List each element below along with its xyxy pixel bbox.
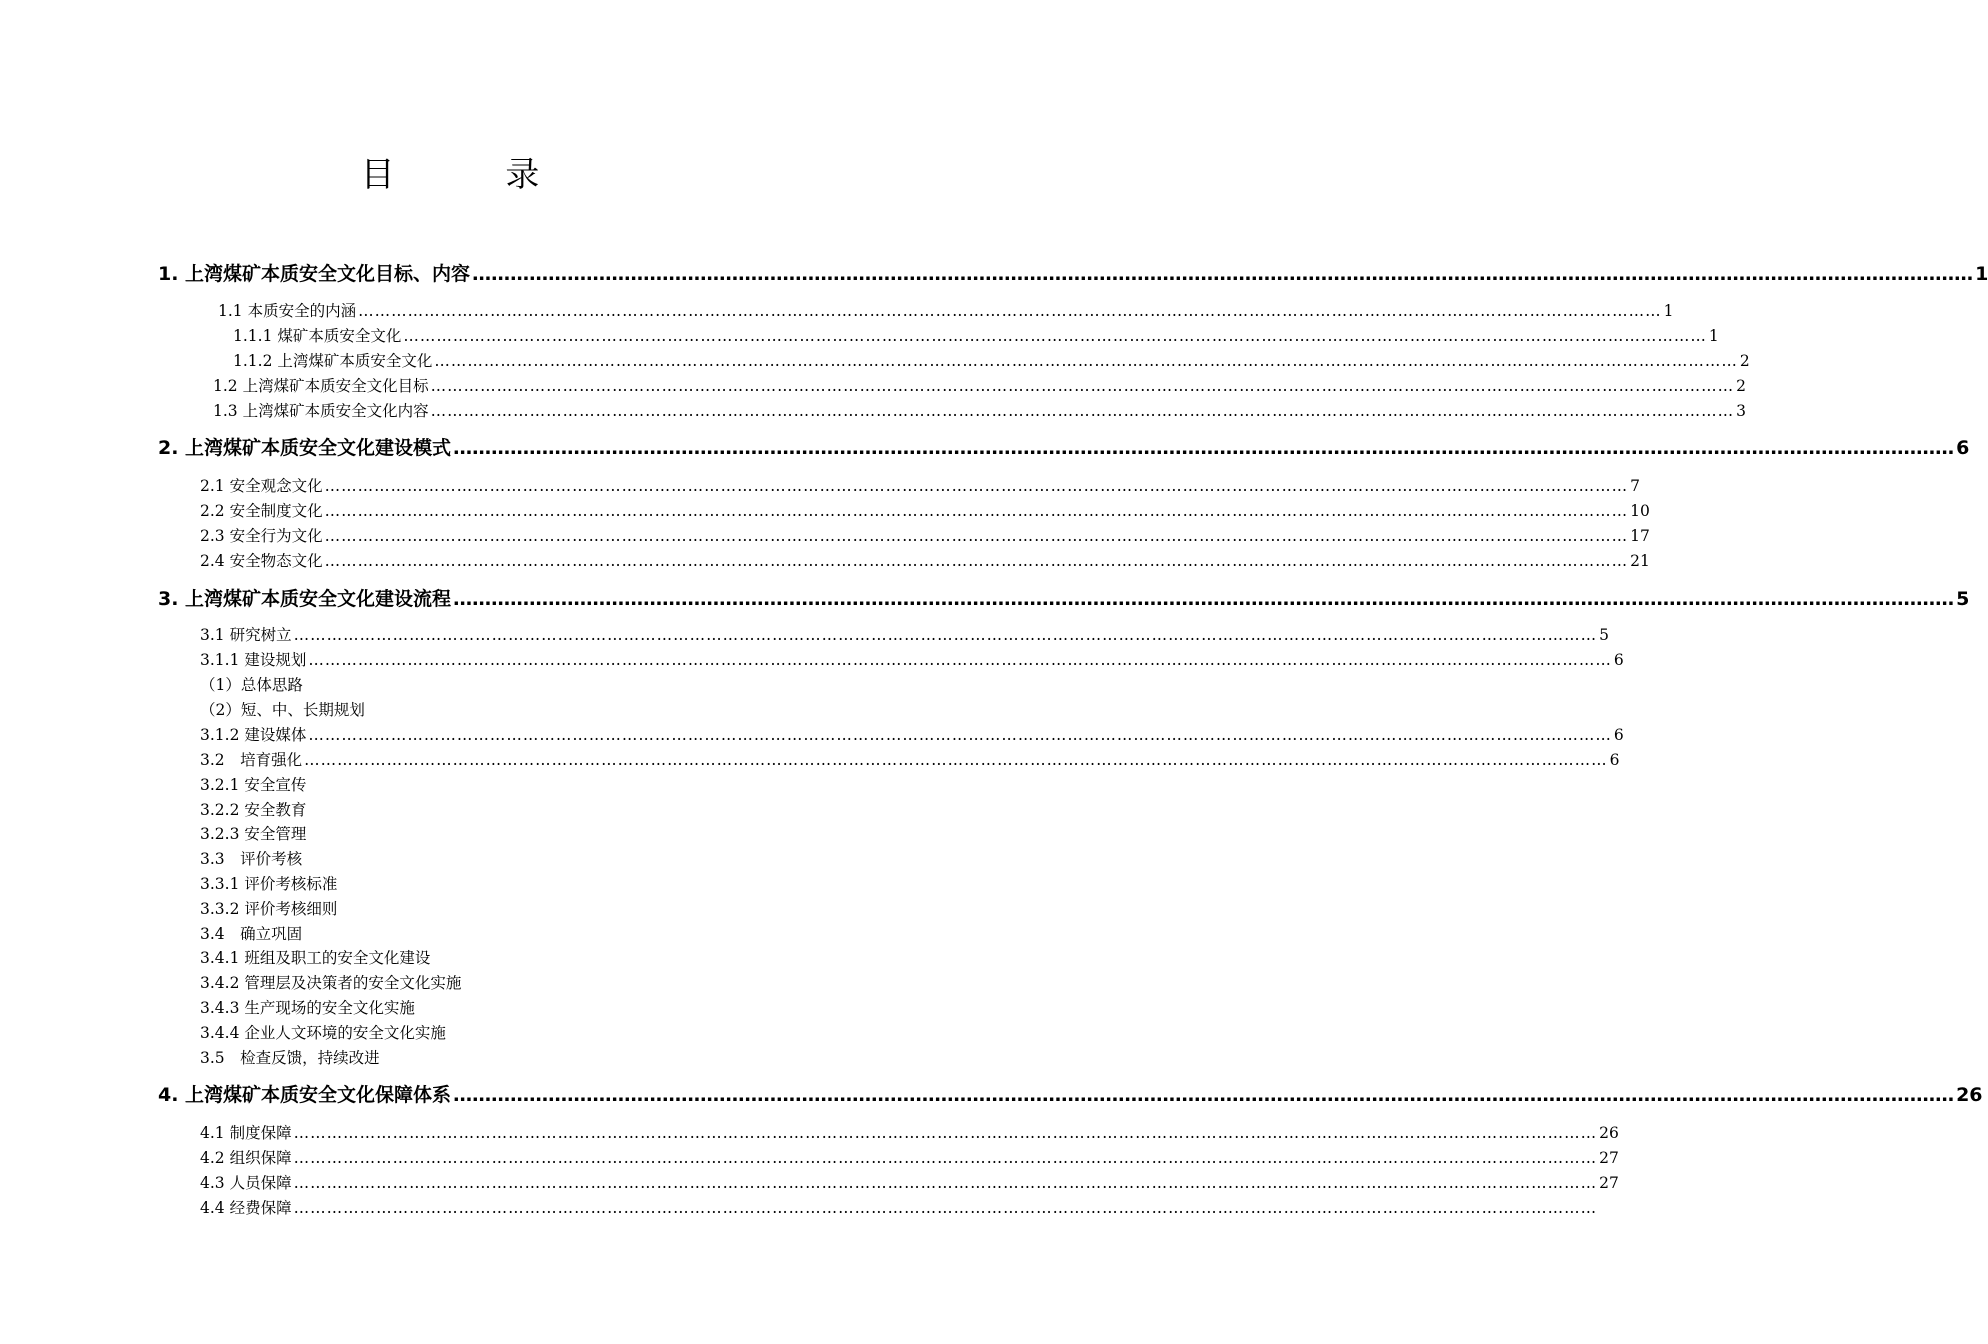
toc-entry-label: 2.4 安全物态文化 (200, 552, 323, 570)
toc-entry-label: 2.1 安全观念文化 (200, 477, 323, 495)
toc-entry-label: 3.5 检查反馈，持续改进 (200, 1049, 380, 1067)
toc-entry-3-2-3[interactable] (200, 822, 306, 846)
toc-entry-3-3[interactable] (200, 847, 302, 871)
toc-entry-label: 3.3.2 评价考核细则 (200, 900, 338, 918)
toc-entry-2[interactable] (158, 436, 1970, 460)
toc-leader-dots: ………………………………………………………………………………………………………………………………………………………………………………………………………………… (293, 1124, 1598, 1142)
toc-page-number: 6 (1609, 751, 1620, 769)
toc-page-number: 26 (1956, 1084, 1983, 1106)
toc-page-number: 1 (1663, 302, 1674, 320)
toc-entry-3-4-1[interactable] (200, 946, 430, 970)
toc-entry-label: 3.1 研究树立 (200, 626, 292, 644)
toc-entry-label: 3.4 确立巩固 (200, 925, 303, 943)
toc-entry-3[interactable] (158, 587, 1970, 611)
toc-entry-3-3-1[interactable] (200, 872, 337, 896)
toc-leader-dots: ………………………………………………………………………………………………………………………………………………………………………………………………………………… (293, 626, 1598, 644)
toc-entry-4-1[interactable] (200, 1121, 1619, 1145)
toc-entry-label: 4.4 经费保障 (200, 1199, 292, 1217)
toc-entry-1-3[interactable] (213, 399, 1746, 423)
toc-entry-label: 3. 上湾煤矿本质安全文化建设流程 (158, 588, 452, 610)
toc-page-number: 27 (1599, 1174, 1619, 1192)
toc-entry-label: 2.2 安全制度文化 (200, 502, 323, 520)
toc-entry-3-5[interactable] (200, 1046, 380, 1070)
toc-entry-label: 3.1.2 建设媒体 (200, 726, 307, 744)
toc-entry-3-4-4[interactable] (200, 1021, 446, 1045)
toc-entry-1-1-2[interactable] (233, 349, 1750, 373)
toc-entry-3-4[interactable] (200, 922, 302, 946)
page-title: 目 录 (360, 155, 590, 195)
toc-entry-3-2[interactable] (200, 748, 1620, 772)
toc-entry-label: 1.1.2 上湾煤矿本质安全文化 (233, 352, 433, 370)
toc-entry-label: 3.3 评价考核 (200, 850, 303, 868)
toc-entry-3-1-1[interactable] (200, 648, 1624, 672)
toc-entry-3-2-2[interactable] (200, 798, 306, 822)
toc-entry-3-1-2[interactable] (200, 723, 1624, 747)
toc-entry-1[interactable] (158, 262, 1988, 286)
toc-entry-label: 3.2 培育强化 (200, 751, 303, 769)
toc-leader-dots: ………………………………………………………………………………………………………………………………………………………………………………………………………………… (324, 502, 1629, 520)
toc-leader-dots: ………………………………………………………………………………………………………………………………………………………………………………………………………………… (472, 263, 1974, 285)
toc-page-number: 6 (1613, 726, 1624, 744)
toc-entry-1-1[interactable] (218, 299, 1674, 323)
toc-entry-label: 1.1 本质安全的内涵 (218, 302, 357, 320)
toc-leader-dots: ………………………………………………………………………………………………………………………………………………………………………………………………………………… (358, 302, 1662, 320)
toc-page-number: 1 (1975, 263, 1988, 285)
toc-entry-label: 3.4.3 生产现场的安全文化实施 (200, 999, 415, 1017)
toc-entry-3-3-2[interactable] (200, 897, 337, 921)
toc-leader-dots: ………………………………………………………………………………………………………………………………………………………………………………………………………………… (308, 651, 1612, 669)
toc-leader-dots: ………………………………………………………………………………………………………………………………………………………………………………………………………………… (308, 726, 1612, 744)
toc-entry-label: 4.2 组织保障 (200, 1149, 292, 1167)
toc-entry-label: （1）总体思路 (200, 676, 303, 694)
toc-entry-label: 3.4.4 企业人文环境的安全文化实施 (200, 1024, 446, 1042)
toc-leader-dots: ………………………………………………………………………………………………………………………………………………………………………………………………………………… (430, 377, 1735, 395)
toc-leader-dots: ………………………………………………………………………………………………………………………………………………………………………………………………………………… (403, 327, 1707, 345)
toc-entry-label: 1.1.1 煤矿本质安全文化 (233, 327, 402, 345)
toc-entry-label: 3.2.2 安全教育 (200, 801, 307, 819)
toc-leader-dots: ………………………………………………………………………………………………………………………………………………………………………………………………………………… (453, 1084, 1955, 1106)
toc-entry-label: 2. 上湾煤矿本质安全文化建设模式 (158, 437, 452, 459)
toc-leader-dots: ………………………………………………………………………………………………………………………………………………………………………………………………………………… (430, 402, 1735, 420)
toc-page-number: 27 (1599, 1149, 1619, 1167)
toc-page-number: 5 (1599, 626, 1609, 644)
toc-page-number: 26 (1599, 1124, 1619, 1142)
toc-leader-dots: ………………………………………………………………………………………………………………………………………………………………………………………………………………… (324, 552, 1629, 570)
toc-entry-1-2[interactable] (213, 374, 1746, 398)
toc-entry-1-1-1[interactable] (233, 324, 1719, 348)
toc-entry-label: 1.3 上湾煤矿本质安全文化内容 (213, 402, 429, 420)
toc-entry-label: 4. 上湾煤矿本质安全文化保障体系 (158, 1084, 452, 1106)
toc-entry-2-2[interactable] (200, 499, 1650, 523)
toc-entry-2-1[interactable] (200, 474, 1640, 498)
toc-entry-label: 3.4.2 管理层及决策者的安全文化实施 (200, 974, 462, 992)
toc-page-number: 3 (1736, 402, 1746, 420)
toc-entry-label: 3.4.1 班组及职工的安全文化建设 (200, 949, 431, 967)
toc-page-number: 2 (1739, 352, 1750, 370)
toc-entry-label: 1. 上湾煤矿本质安全文化目标、内容 (158, 263, 471, 285)
toc-leader-dots: ………………………………………………………………………………………………………………………………………………………………………………………………………………… (434, 352, 1738, 370)
toc-entry-label: 2.3 安全行为文化 (200, 527, 323, 545)
toc-entry-label: 3.2.1 安全宣传 (200, 776, 307, 794)
toc-entry-label: 3.1.1 建设规划 (200, 651, 307, 669)
toc-entry-3-4-3[interactable] (200, 996, 415, 1020)
toc-leader-dots: ………………………………………………………………………………………………………………………………………………………………………………………………………………… (304, 751, 1608, 769)
toc-entry-label: 1.2 上湾煤矿本质安全文化目标 (213, 377, 429, 395)
toc-leader-dots: ………………………………………………………………………………………………………………………………………………………………………………………………………………… (293, 1149, 1598, 1167)
toc-leader-dots: ………………………………………………………………………………………………………………………………………………………………………………………………………………… (293, 1199, 1598, 1217)
toc-entry-4[interactable] (158, 1083, 1983, 1107)
toc-entry-label: （2）短、中、长期规划 (200, 701, 365, 719)
toc-leader-dots: ………………………………………………………………………………………………………………………………………………………………………………………………………………… (293, 1174, 1598, 1192)
toc-entry-label: 4.3 人员保障 (200, 1174, 292, 1192)
toc-entry-2-3[interactable] (200, 524, 1650, 548)
toc-leader-dots: ………………………………………………………………………………………………………………………………………………………………………………………………………………… (453, 588, 1955, 610)
toc-page-number: 7 (1630, 477, 1640, 495)
toc-page-number: 6 (1613, 651, 1624, 669)
toc-entry-label: 3.2.3 安全管理 (200, 825, 307, 843)
toc-entry-3-2-1[interactable] (200, 773, 306, 797)
toc-entry-4-3[interactable] (200, 1171, 1619, 1195)
toc-page-number: 21 (1630, 552, 1650, 570)
toc-entry-3-1-1-a[interactable] (200, 673, 303, 697)
toc-entry-3-4-2[interactable] (200, 971, 461, 995)
toc-page-number: 5 (1956, 588, 1970, 610)
toc-entry-label: 4.1 制度保障 (200, 1124, 292, 1142)
toc-entry-3-1[interactable] (200, 623, 1609, 647)
toc-entry-4-2[interactable] (200, 1146, 1619, 1170)
toc-leader-dots: ………………………………………………………………………………………………………………………………………………………………………………………………………………… (324, 477, 1629, 495)
toc-page-number: 6 (1956, 437, 1970, 459)
toc-page-number: 2 (1736, 377, 1746, 395)
toc-page-number: 17 (1630, 527, 1650, 545)
toc-page-number: 10 (1630, 502, 1650, 520)
toc-page-number: 1 (1708, 327, 1719, 345)
toc-entry-3-1-1-b[interactable] (200, 698, 365, 722)
toc-entry-4-4[interactable] (200, 1196, 1598, 1220)
toc-entry-2-4[interactable] (200, 549, 1650, 573)
toc-leader-dots: ………………………………………………………………………………………………………………………………………………………………………………………………………………… (324, 527, 1629, 545)
toc-entry-label: 3.3.1 评价考核标准 (200, 875, 338, 893)
toc-leader-dots: ………………………………………………………………………………………………………………………………………………………………………………………………………………… (453, 437, 1955, 459)
